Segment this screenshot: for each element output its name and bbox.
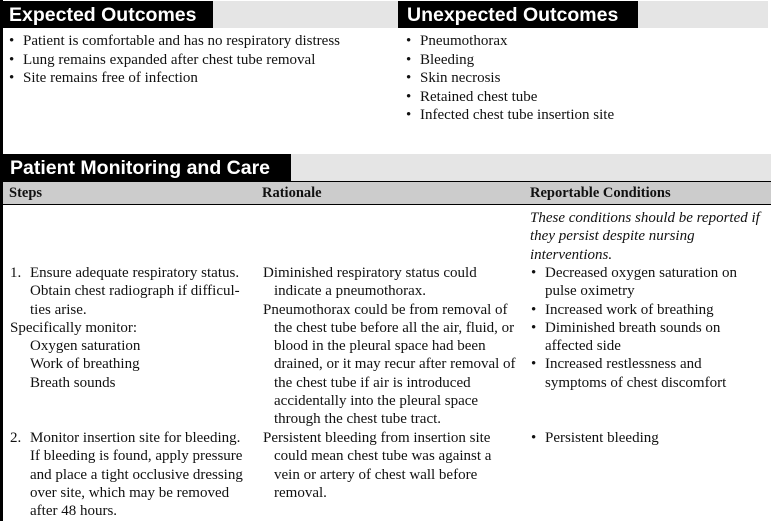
step-line: ties arise.	[30, 301, 87, 318]
rationale-paragraph: Diminished respiratory status could indicate a pneumothorax.	[263, 265, 477, 300]
left-border-rule	[0, 0, 3, 521]
list-item: • Infected chest tube insertion site	[405, 106, 765, 125]
monitor-label: Specifically monitor:	[10, 319, 138, 336]
reportable-item: • Increased work of breathing	[530, 301, 762, 319]
step-text: Monitor insertion site for bleeding. If bleeding is found, apply pressure and place a tight occlusive dressing over site, which may be removed after 48 hours.	[30, 430, 243, 520]
list-item: • Patient is comfortable and has no respiratory distress	[8, 32, 393, 51]
table-row-1-reportable	[530, 264, 762, 392]
list-item: • Pneumothorax	[405, 32, 765, 51]
table-row-1-steps	[10, 264, 255, 392]
monitor-item: Breath sounds	[30, 374, 116, 391]
list-item: • Lung remains expanded after chest tube removal	[8, 51, 393, 70]
list-item: • Site remains free of infection	[8, 69, 393, 88]
monitoring-title: Patient Monitoring and Care	[0, 154, 291, 181]
reportable-item: • Persistent bleeding	[530, 429, 762, 448]
reportable-item: • Decreased oxygen saturation on pulse oximetry	[530, 264, 762, 301]
step-1	[10, 264, 255, 319]
reportable-item: • Diminished breath sounds on affected side	[530, 319, 762, 356]
table-column-header-row	[3, 181, 771, 205]
table-row-2-steps	[10, 429, 250, 520]
reportable-item: • Increased restlessness and symptoms of chest discomfort	[530, 355, 762, 392]
monitor-item: Oxygen saturation	[30, 338, 141, 355]
column-header-steps: Steps	[9, 185, 43, 201]
column-header-rationale: Rationale	[262, 185, 322, 201]
rationale-paragraph: Persistent bleeding from insertion site could mean chest tube was against a vein or artery of chest wall before removal.	[263, 430, 492, 501]
column-header-reportable-conditions: Reportable Conditions	[530, 185, 671, 201]
table-row-2-rationale	[263, 429, 513, 502]
table-row-1-rationale	[263, 264, 523, 429]
step-line: Ensure adequate respiratory status.	[30, 265, 240, 281]
rationale-paragraph: Pneumothorax could be from removal of the chest tube before all the air, fluid, or blood in the pleural space had been drained, or it may recur after removal of the chest tube if air is introduced accidentally into the pleural space through the chest tube tract.	[263, 301, 516, 428]
list-item: • Skin necrosis	[405, 69, 765, 88]
step-2	[10, 429, 250, 520]
monitor-item: Work of breathing	[30, 356, 140, 373]
table-row-2-reportable	[530, 429, 762, 448]
expected-outcomes-list	[8, 32, 393, 88]
step-line: Obtain chest radiograph if difficul-	[30, 283, 240, 300]
list-item: • Bleeding	[405, 51, 765, 70]
unexpected-outcomes-list	[405, 32, 765, 125]
list-item: • Retained chest tube	[405, 88, 765, 107]
step-number: 1.	[10, 265, 22, 281]
step-number: 2.	[10, 430, 22, 446]
expected-outcomes-title: Expected Outcomes	[0, 1, 213, 28]
reportable-intro-note: These conditions should be reported if they persist despite nursing interventions.	[530, 210, 760, 263]
unexpected-outcomes-title: Unexpected Outcomes	[398, 1, 638, 28]
